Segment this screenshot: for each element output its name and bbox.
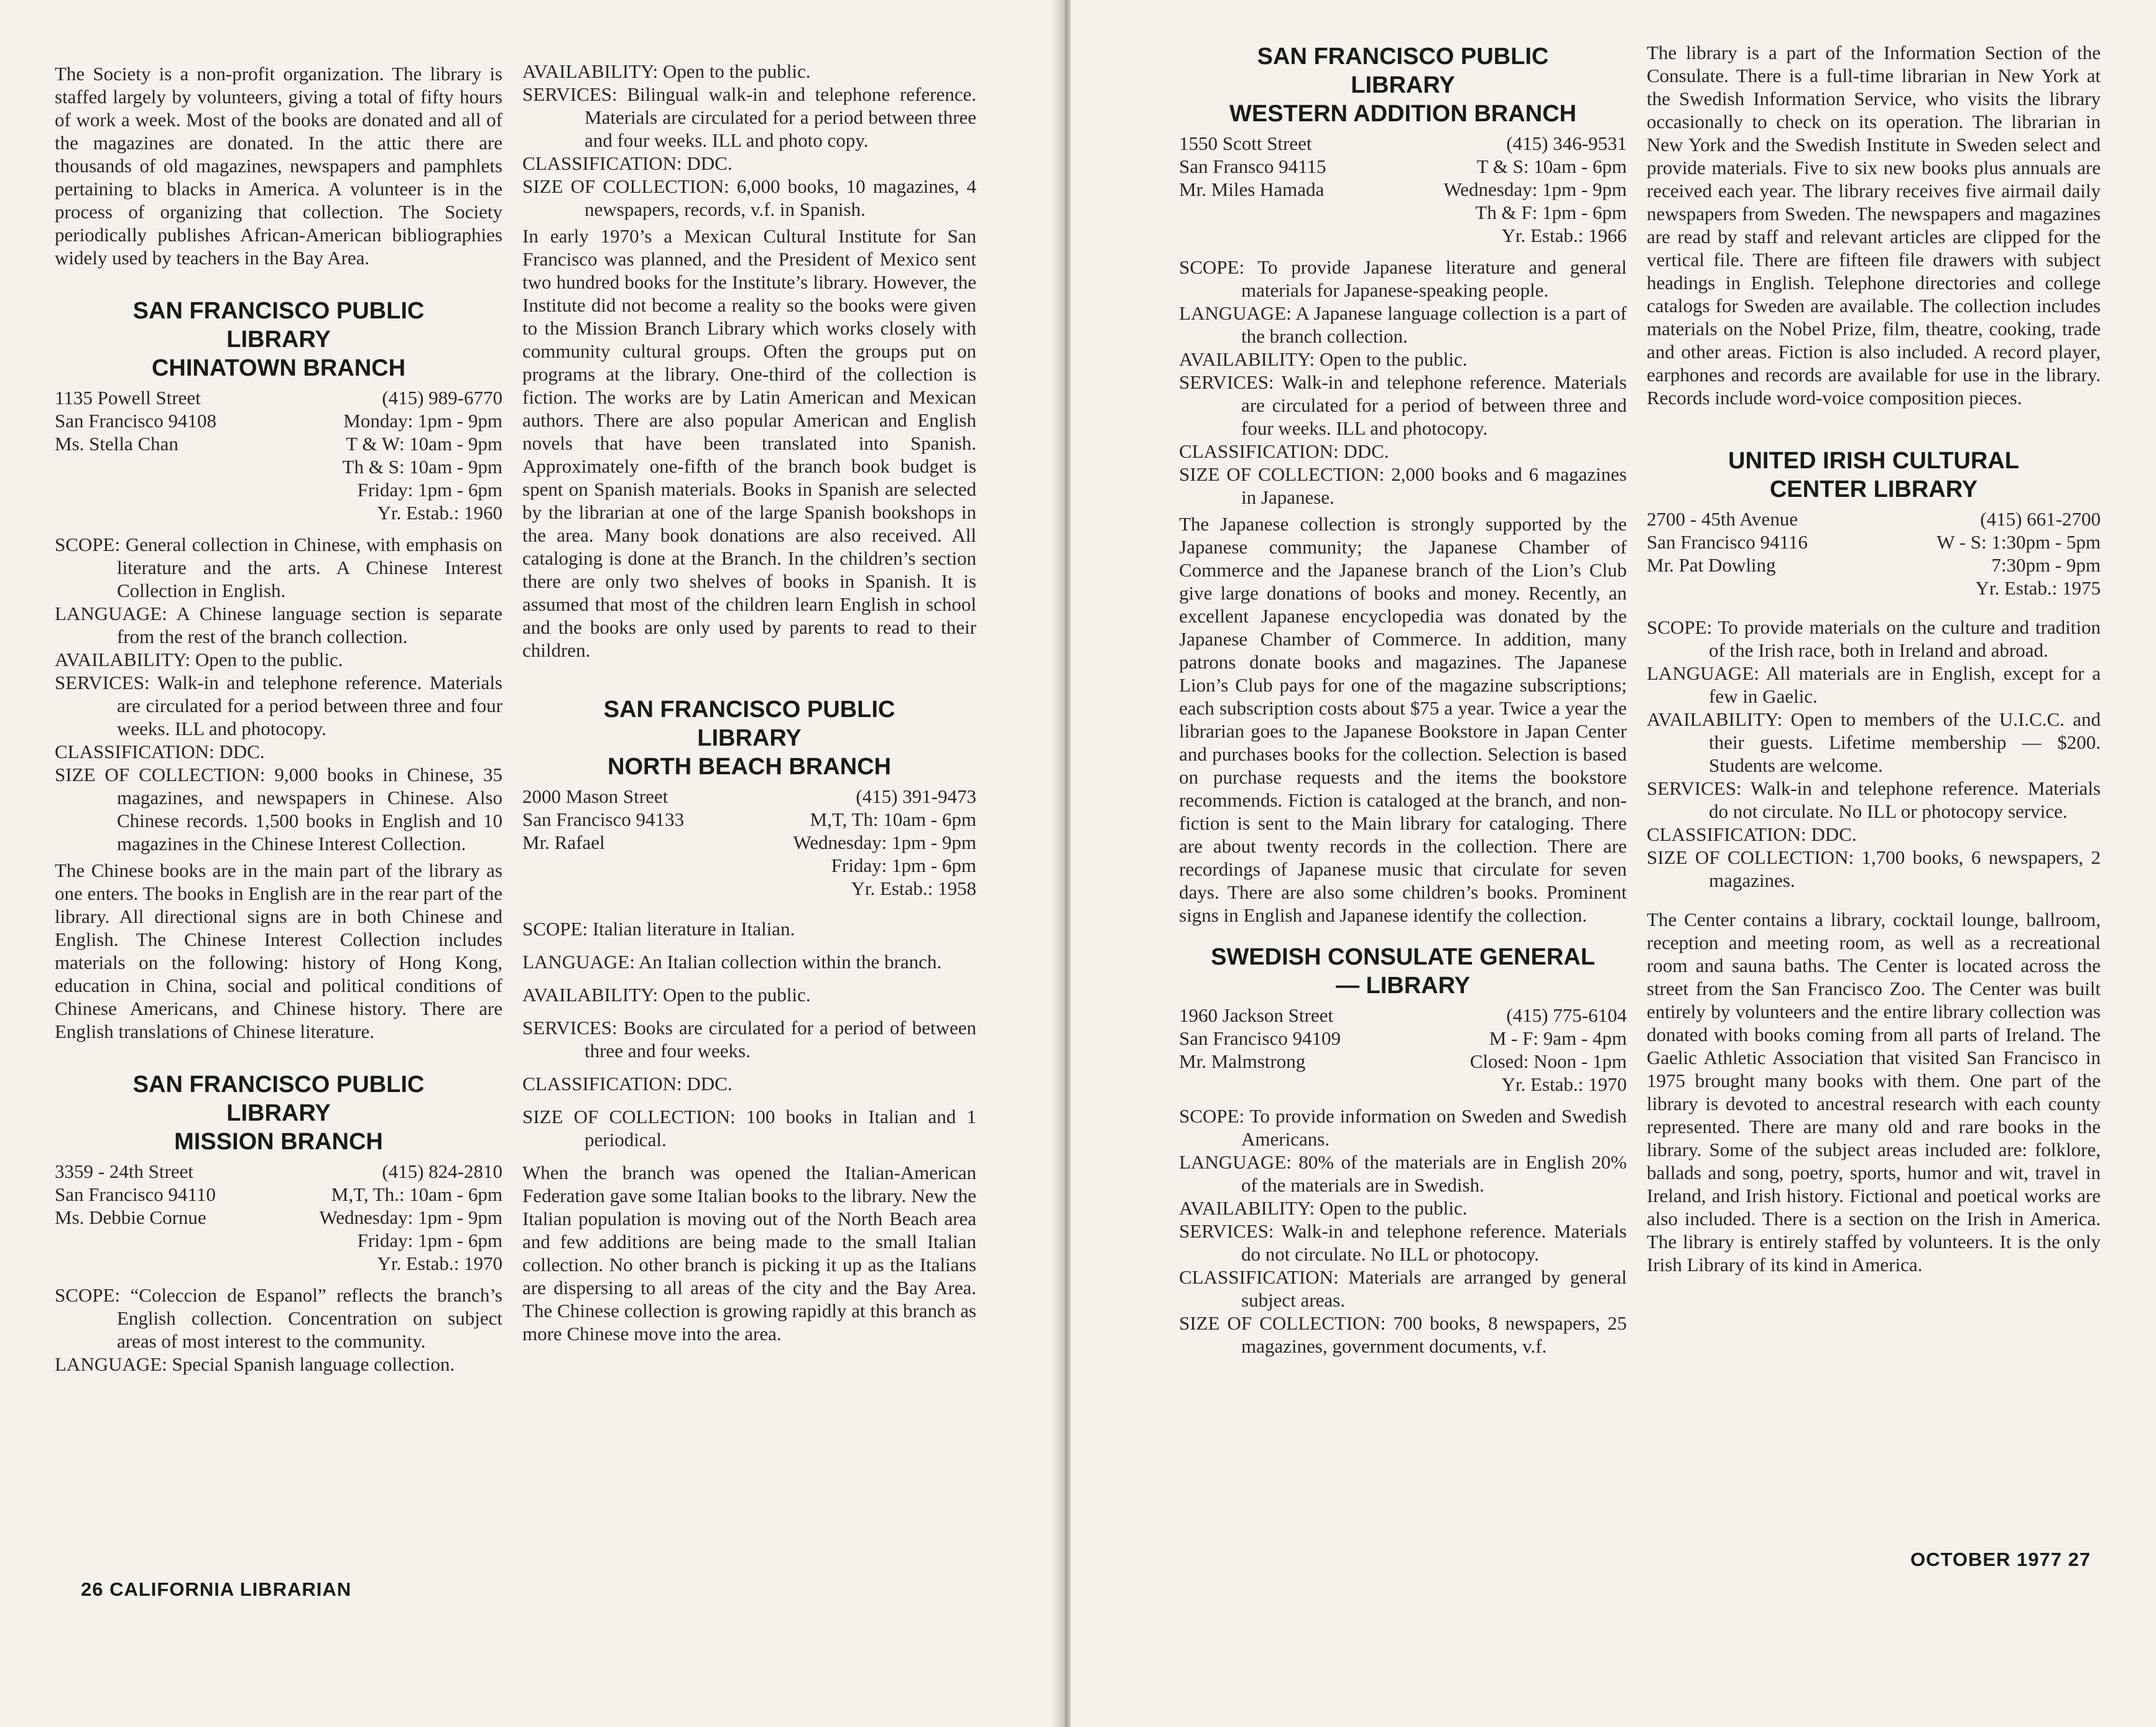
scope-field: SCOPE: To provide materials on the culture and tradition of the Irish race, both in Ireland and abroad. xyxy=(1647,616,2101,661)
services-field: SERVICES: Walk-in and telephone reference. Materials are circulated for a period of between three and four weeks. ILL and photocopy. xyxy=(1179,371,1627,439)
hours-line: T & S: 10am - 6pm xyxy=(1476,155,1627,177)
swedish-consulate-heading: SWEDISH CONSULATE GENERAL — LIBRARY xyxy=(1211,944,1595,999)
mission-branch-continued xyxy=(522,60,976,662)
language-field: LANGUAGE: All materials are in English, except for a few in Gaelic. xyxy=(1647,662,2101,707)
contact-name: Mr. Pat Dowling xyxy=(1647,554,1776,576)
services-field: SERVICES: Books are circulated for a period of between three and four weeks. xyxy=(522,1017,976,1062)
chinatown-narrative: The Chinese books are in the main part of the library as one enters. The books in English are in the rear part of the library. All directional signs are in both Chinese and English. The Chinese Interest Collection includes materials on the following: history of Hong Kong, education in China, social and political conditions of Chinese Americans, and Chinese history. There are English translations of Chinese literature. xyxy=(55,859,502,1042)
address-line: 1550 Scott Street xyxy=(1179,132,1312,154)
availability-field: AVAILABILITY: Open to the public. xyxy=(522,984,811,1006)
irish-center-heading: UNITED IRISH CULTURAL CENTER LIBRARY xyxy=(1728,448,2019,502)
year-established: Yr. Estab.: 1970 xyxy=(377,1252,502,1274)
north-beach-narrative: When the branch was opened the Italian-American Federation gave some Italian books to the library. New the Italian population is moving out of the North Beach area and few additions are being made to the small Italian collection. No other branch is picking it up as the Italians are dispersing to all areas of the city and the Bay Area. The Chinese collection is growing rapidly at this branch as more Chinese move into the area. xyxy=(522,1162,976,1345)
classification-field: CLASSIFICATION: DDC. xyxy=(522,1073,733,1095)
hours-line: M - F: 9am - 4pm xyxy=(1489,1027,1627,1049)
year-established: Yr. Estab.: 1970 xyxy=(1501,1073,1627,1095)
society-intro-paragraph: The Society is a non-profit organization. The library is staffed largely by volunteers, giving a total of fifty hours of work a week. Most of the books are donated and all of the magazines are donated. In the attic there are thousands of old magazines, newspapers and pamphlets pertaining to blacks in America. A volunteer is in the process of organizing that collection. The Society periodically publishes African-American bibliographies widely used by teachers in the Bay Area. xyxy=(55,63,502,269)
year-established: Yr. Estab.: 1958 xyxy=(851,877,976,899)
classification-field: CLASSIFICATION: Materials are arranged by general subject areas. xyxy=(1179,1266,1627,1311)
collection-size-field: SIZE OF COLLECTION: 6,000 books, 10 magazines, 4 newspapers, records, v.f. in Spanish. xyxy=(522,175,976,220)
swedish-consulate-entry xyxy=(1179,943,1627,1358)
services-field: SERVICES: Walk-in and telephone reference. Materials do not circulate. No ILL or photocopy. xyxy=(1179,1220,1627,1265)
hours-line: W - S: 1:30pm - 5pm xyxy=(1936,531,2101,553)
western-addition-contact-block xyxy=(1179,132,1627,247)
availability-field: AVAILABILITY: Open to members of the U.I.C.C. and their guests. Lifetime membership — $200. Students are welcome. xyxy=(1647,708,2101,776)
chinatown-contact-block xyxy=(55,386,502,524)
collection-size-field: SIZE OF COLLECTION: 9,000 books in Chinese, 35 magazines, and newspapers in Chinese. Also Chinese records. 1,500 books in English and 10 magazines in the Chinese Interest Collection. xyxy=(55,764,502,854)
chinatown-heading: SAN FRANCISCO PUBLIC LIBRARY CHINATOWN BRANCH xyxy=(132,298,425,381)
collection-size-field: SIZE OF COLLECTION: 2,000 books and 6 magazines in Japanese. xyxy=(1179,463,1627,508)
language-field: LANGUAGE: A Chinese language section is separate from the rest of the branch collection. xyxy=(55,603,502,647)
contact-name: Mr. Rafael xyxy=(522,831,605,853)
hours-line: M,T, Th.: 10am - 6pm xyxy=(331,1183,502,1205)
availability-field: AVAILABILITY: Open to the public. xyxy=(55,649,343,670)
services-field: SERVICES: Walk-in and telephone reference. Materials do not circulate. No ILL or photocopy service. xyxy=(1647,777,2101,822)
irish-center-narrative: The Center contains a library, cocktail lounge, ballroom, reception and meeting room, as well as a recreational room and sauna baths. The Center is located across the street from the San Francisco Zoo. The Center was built entirely by volunteers and the entire library collection was donated with books coming from all parts of Ireland. The Gaelic Athletic Association that visited San Francisco in 1975 brought many books with them. One part of the library is devoted to ancestral research with each county represented. There are many old and rare books in the library. Some of the subject areas included are: folklore, ballads and song, poetry, sports, humor and wit, travel in Ireland, and Irish history. Fictional and poetical works are also included. There is a section on the Irish in America. The library is entirely staffed by volunteers. It is the only Irish Library of its kind in America. xyxy=(1647,909,2101,1276)
address-line: San Francisco 94110 xyxy=(55,1183,216,1205)
irish-center-entry xyxy=(1647,447,2101,1276)
hours-line: 7:30pm - 9pm xyxy=(1991,554,2101,576)
right-page xyxy=(1071,0,2156,1727)
address-line: 1135 Powell Street xyxy=(55,387,201,409)
hours-line: M,T, Th: 10am - 6pm xyxy=(810,808,976,830)
collection-size-field: SIZE OF COLLECTION: 100 books in Italian and 1 periodical. xyxy=(522,1106,976,1151)
hours-line: Th & F: 1pm - 6pm xyxy=(1475,201,1627,223)
right-page-footer: OCTOBER 1977 27 xyxy=(1910,1549,2091,1570)
contact-name: Mr. Malmstrong xyxy=(1179,1050,1306,1072)
year-established: Yr. Estab.: 1960 xyxy=(377,502,502,524)
classification-field: CLASSIFICATION: DDC. xyxy=(55,741,265,762)
address-line: 2000 Mason Street xyxy=(522,785,669,807)
left-column-1 xyxy=(55,62,502,1376)
language-field: LANGUAGE: A Japanese language collection is a part of the branch collection. xyxy=(1179,302,1627,347)
language-field: LANGUAGE: 80% of the materials are in English 20% of the materials are in Swedish. xyxy=(1179,1151,1627,1196)
address-line: San Francisco 94109 xyxy=(1179,1027,1341,1049)
hours-line: Monday: 1pm - 9pm xyxy=(343,410,502,432)
hours-line: Friday: 1pm - 6pm xyxy=(357,1229,502,1251)
phone-number: (415) 824-2810 xyxy=(382,1160,502,1182)
address-line: San Francisco 94108 xyxy=(55,410,217,432)
address-line: San Francisco 94116 xyxy=(1647,531,1808,553)
north-beach-contact-block xyxy=(522,785,976,900)
right-column-1 xyxy=(1179,42,1627,1358)
availability-field: AVAILABILITY: Open to the public. xyxy=(1179,1197,1468,1219)
hours-line: Th & S: 10am - 9pm xyxy=(342,456,502,478)
availability-field: AVAILABILITY: Open to the public. xyxy=(1179,348,1468,370)
left-page-footer: 26 CALIFORNIA LIBRARIAN xyxy=(81,1578,352,1600)
scope-field: SCOPE: Italian literature in Italian. xyxy=(522,918,795,940)
contact-name: Ms. Stella Chan xyxy=(55,433,178,455)
hours-line: Friday: 1pm - 6pm xyxy=(831,854,976,876)
hours-line: Wednesday: 1pm - 9pm xyxy=(793,831,976,853)
hours-line: Friday: 1pm - 6pm xyxy=(357,479,502,501)
swedish-consulate-contact-block xyxy=(1179,1004,1627,1096)
phone-number: (415) 989-6770 xyxy=(382,387,502,409)
address-line: San Francisco 94133 xyxy=(522,808,685,830)
year-established: Yr. Estab.: 1966 xyxy=(1501,225,1627,246)
mission-contact-block xyxy=(55,1160,502,1275)
availability-field: AVAILABILITY: Open to the public. xyxy=(522,60,811,82)
hours-line: Wednesday: 1pm - 9pm xyxy=(1443,178,1627,200)
north-beach-heading: SAN FRANCISCO PUBLIC LIBRARY NORTH BEACH BRANCH xyxy=(603,697,895,780)
language-field: LANGUAGE: Special Spanish language collection. xyxy=(55,1353,455,1375)
right-column-2 xyxy=(1647,41,2101,1276)
classification-field: CLASSIFICATION: DDC. xyxy=(1179,440,1389,462)
collection-size-field: SIZE OF COLLECTION: 700 books, 8 newspapers, 25 magazines, government documents, v.f. xyxy=(1179,1312,1627,1357)
western-addition-branch-entry xyxy=(1179,42,1627,927)
collection-size-field: SIZE OF COLLECTION: 1,700 books, 6 newspapers, 2 magazines. xyxy=(1647,846,2101,891)
services-field: SERVICES: Bilingual walk-in and telephone reference. Materials are circulated for a period between three and four weeks. ILL and photo copy. xyxy=(522,83,976,151)
hours-line: Wednesday: 1pm - 9pm xyxy=(319,1206,502,1228)
year-established: Yr. Estab.: 1975 xyxy=(1975,577,2101,599)
address-line: 3359 - 24th Street xyxy=(55,1160,193,1182)
left-page xyxy=(0,0,1065,1727)
mission-branch-entry xyxy=(55,1070,502,1376)
chinatown-branch-entry xyxy=(55,297,502,1043)
address-line: 2700 - 45th Avenue xyxy=(1647,508,1798,530)
phone-number: (415) 661-2700 xyxy=(1980,508,2101,530)
classification-field: CLASSIFICATION: DDC. xyxy=(522,152,733,174)
left-column-2 xyxy=(522,60,976,1345)
hours-line: T & W: 10am - 9pm xyxy=(346,433,502,455)
mission-heading: SAN FRANCISCO PUBLIC LIBRARY MISSION BRANCH xyxy=(132,1072,425,1155)
western-addition-narrative: The Japanese collection is strongly supported by the Japanese community; the Japanese Chamber of Commerce and the Japanese branch of the Lion’s Club give large donations of books and money. Recently, an excellent Japanese encyclopedia was donated by the Japanese Chamber of Commerce. In addition, many patrons donate books and magazines. The Japanese Lion’s Club pays for one of the magazine subscriptions; each subscription costs about $75 a year. Twice a year the librarian goes to the Japanese Bookstore in Japan Center and purchases books for the collection. Selection is based on purchase requests and the items the bookstore recommends. Fiction is cataloged at the branch, and non-fiction is sent to the Main library for cataloging. There are about twenty records in the collection. There are recordings of Japanese music that circulate for seven days. There are also some children’s books. Prominent signs in English and Japanese identify the collection. xyxy=(1179,513,1627,926)
services-field: SERVICES: Walk-in and telephone reference. Materials are circulated for a period between three and four weeks. ILL and photocopy. xyxy=(55,672,502,739)
phone-number: (415) 775-6104 xyxy=(1506,1004,1627,1026)
phone-number: (415) 391-9473 xyxy=(856,785,976,807)
scope-field: SCOPE: “Coleccion de Espanol” reflects the branch’s English collection. Concentration on subject areas of most interest to the community. xyxy=(55,1284,502,1352)
hours-line: Closed: Noon - 1pm xyxy=(1469,1050,1627,1072)
contact-name: Mr. Miles Hamada xyxy=(1179,178,1325,200)
mission-narrative: In early 1970’s a Mexican Cultural Institute for San Francisco was planned, and the President of Mexico sent two hundred books for the Institute’s library. However, the Institute did not become a reality so the books were given to the Mission Branch Library which works closely with community cultural groups. Often the groups put on programs at the library. One-third of the collection is fiction. The works are by Latin American and Mexican authors. There are also popular American and English novels that have been translated into Spanish. Approximately one-fifth of the branch book budget is spent on Spanish materials. Books in Spanish are selected by the librarian at one of the large Spanish bookshops in the area. Many book donations are also received. All cataloging is done at the Branch. In the children’s section there are only two shelves of books in Spanish. It is assumed that most of the children learn English in school and the books are only used by parents to read to their children. xyxy=(522,225,976,661)
swedish-consulate-narrative: The library is a part of the Information Section of the Consulate. There is a full-time librarian in New York at the Swedish Information Service, who visits the library occasionally to check on its operation. The librarian in New York and the Swedish Institute in Sweden select and provide materials. Five to six new books plus annuals are received each year. The library receives five airmail daily newspapers from Sweden. The newspapers and magazines are read by staff and relevant articles are clipped for the vertical file. There are fifteen file drawers with subject headings in English. Telephone directories and college catalogs for Sweden are available. The collection includes materials on the Nobel Prize, film, theatre, cooking, trade and other areas. Fiction is also included. A record player, earphones and records are available for use in the library. Records include word-voice composition pieces. xyxy=(1647,42,2101,409)
north-beach-branch-entry xyxy=(522,695,976,1345)
scope-field: SCOPE: To provide information on Sweden and Swedish Americans. xyxy=(1179,1105,1627,1150)
address-line: San Fransco 94115 xyxy=(1179,155,1326,177)
address-line: 1960 Jackson Street xyxy=(1179,1004,1333,1026)
classification-field: CLASSIFICATION: DDC. xyxy=(1647,823,1857,845)
scope-field: SCOPE: General collection in Chinese, with emphasis on literature and the arts. A Chinese Interest Collection in English. xyxy=(55,534,502,601)
irish-center-contact-block xyxy=(1647,507,2101,600)
phone-number: (415) 346-9531 xyxy=(1506,132,1627,154)
scope-field: SCOPE: To provide Japanese literature and general materials for Japanese-speaking people. xyxy=(1179,256,1627,301)
language-field: LANGUAGE: An Italian collection within the branch. xyxy=(522,951,942,973)
western-addition-heading: SAN FRANCISCO PUBLIC LIBRARY WESTERN ADDITION BRANCH xyxy=(1229,44,1576,127)
contact-name: Ms. Debbie Cornue xyxy=(55,1206,206,1228)
